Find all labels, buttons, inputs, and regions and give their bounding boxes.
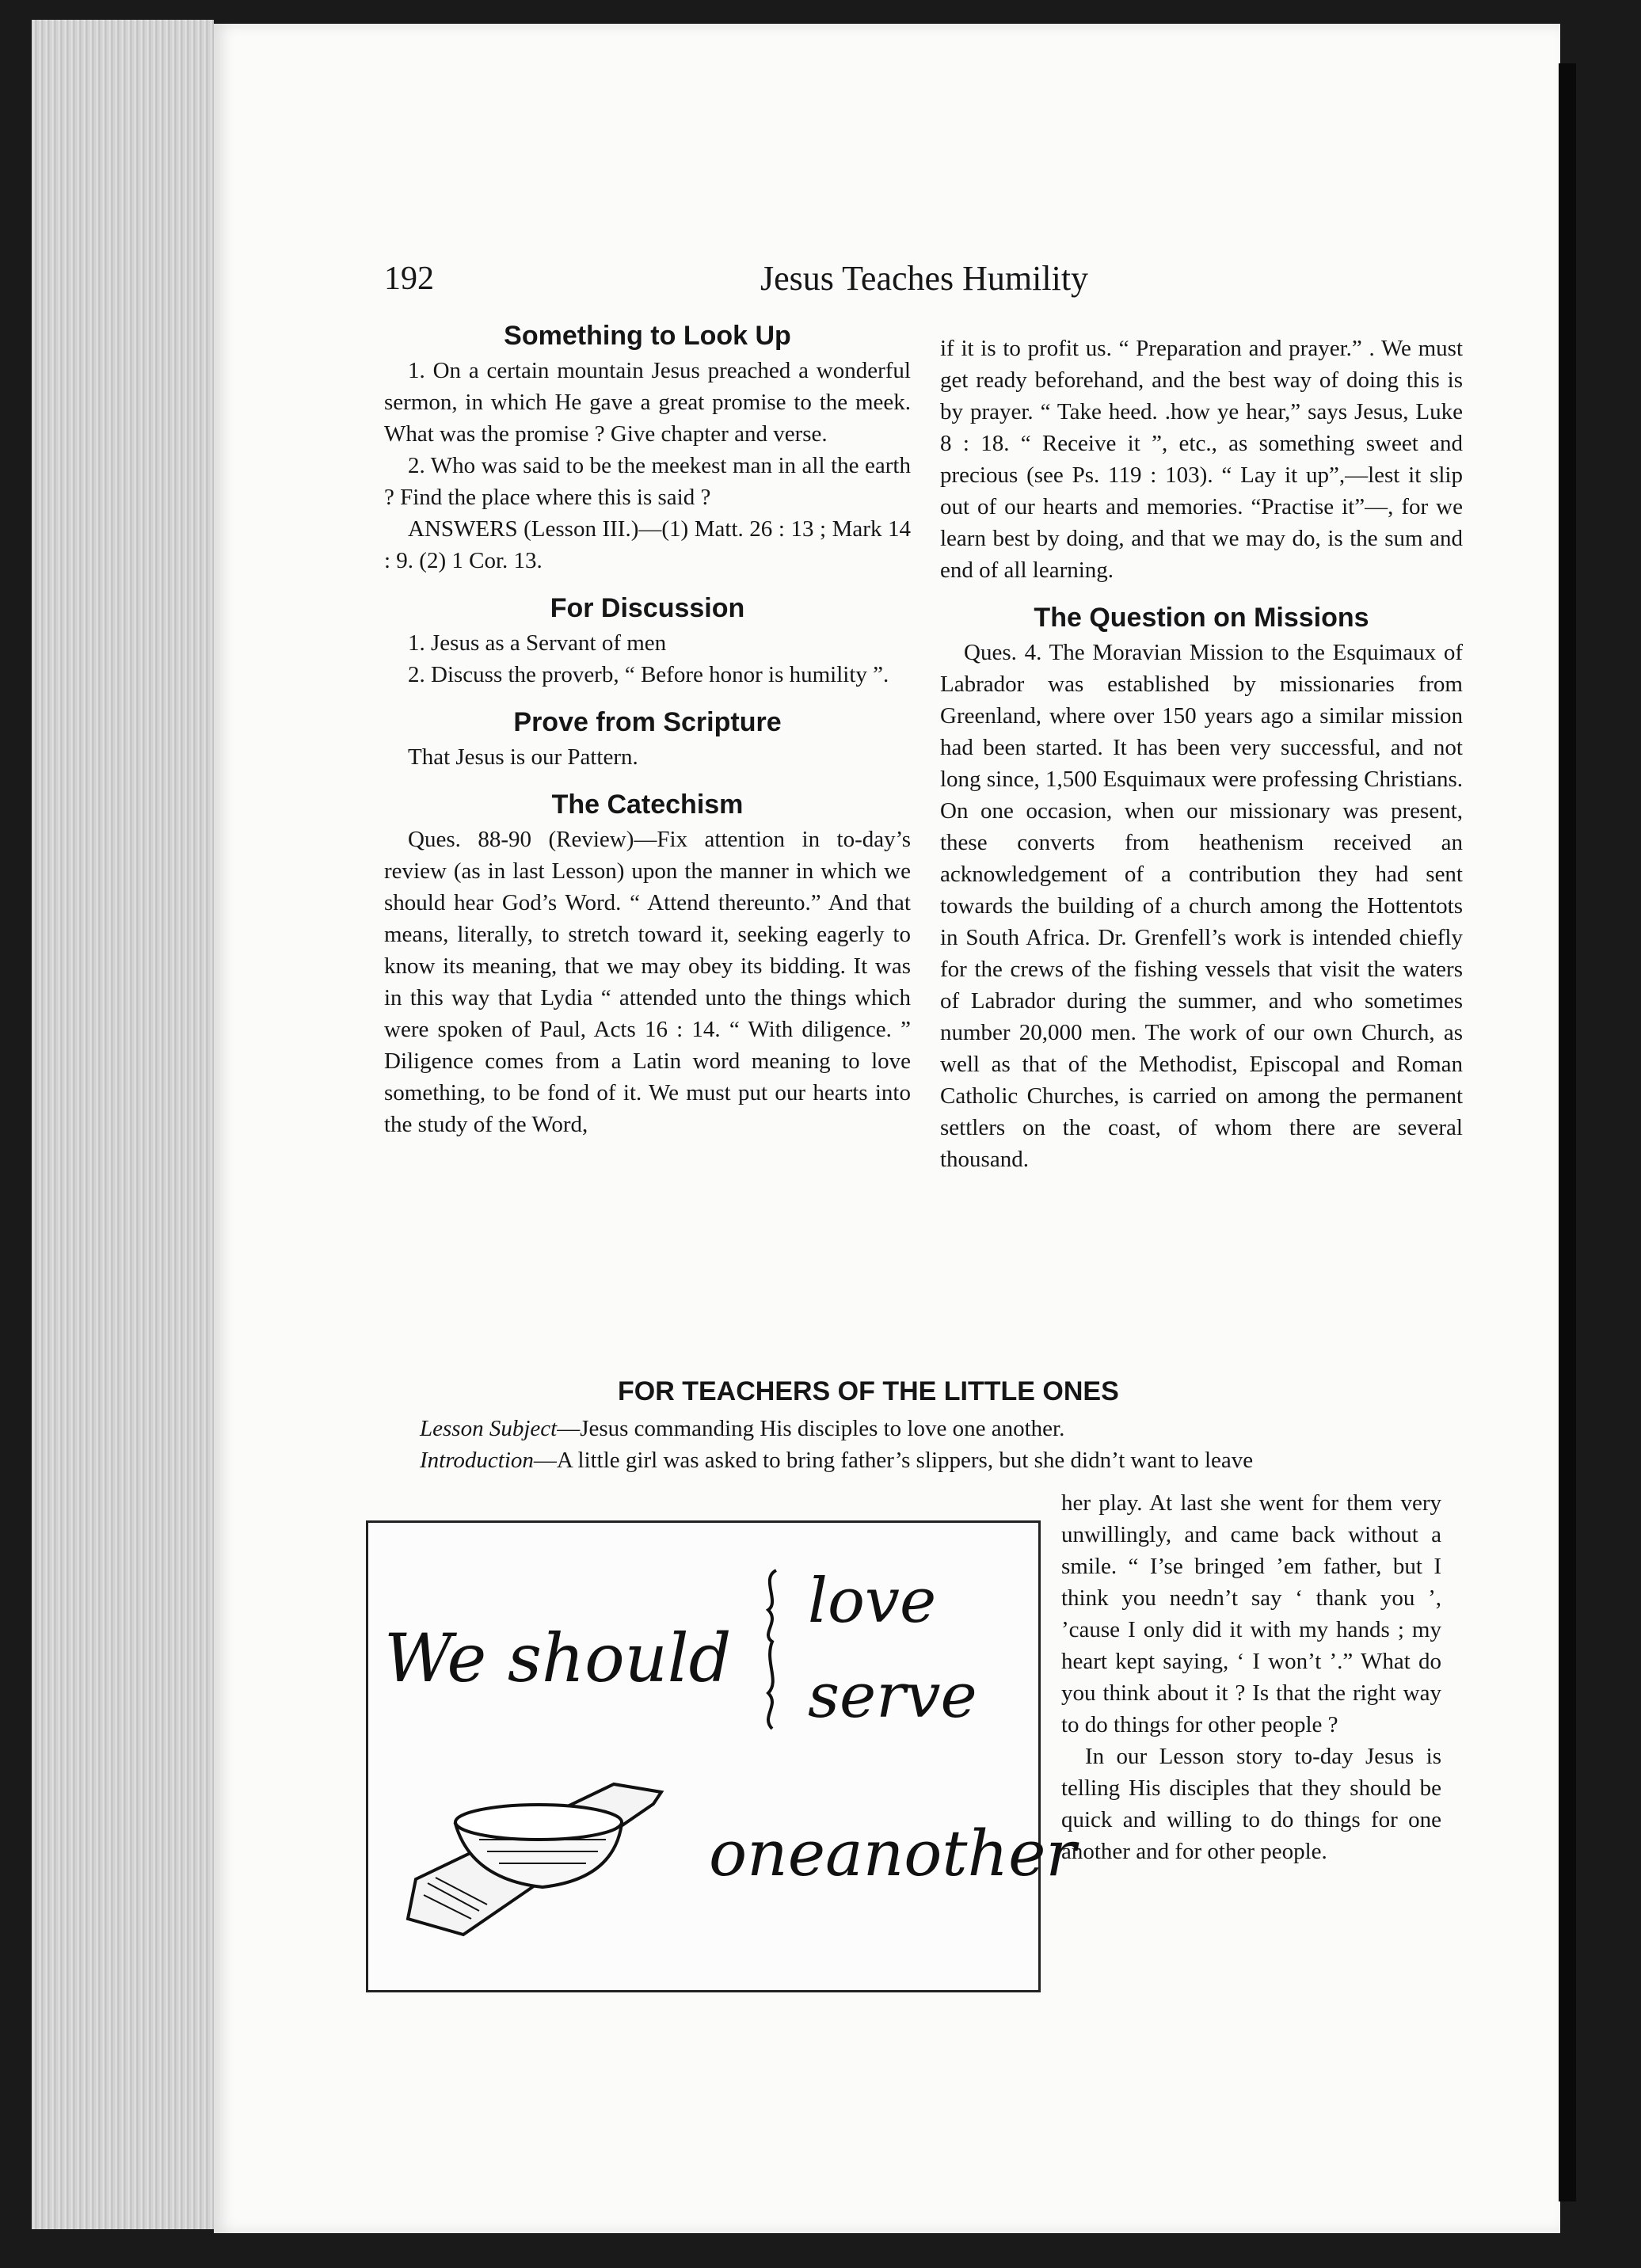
answers: ANSWERS (Lesson III.)—(1) Matt. 26 : 13 ; Mark 14 : 9. (2) 1 Cor. 13. [384,516,911,573]
teachers-intro [420,1413,1465,1476]
story-paragraph-2: In our Lesson story to-day Jesus is telling His disciples that they should be quick and willing to do things for one another and for other people. [1061,1744,1441,1864]
catechism-heading: The Catechism [551,790,744,820]
illustration-drawing [368,1523,1076,1990]
introduction-label: Introduction [420,1448,534,1473]
look-up-question-1: 1. On a certain mountain Jesus preached a wonderful sermon, in which He gave a great promise to the meek. What was the promise ? Give chapter and verse. [384,358,911,447]
basin-rim-icon [455,1805,622,1840]
left-column [384,317,911,1140]
serve-script: serve [808,1661,977,1732]
book-page-edges [32,20,214,2229]
one-another-script: oneanother [709,1817,1076,1890]
illustration-box [366,1520,1076,1992]
prove-text: That Jesus is our Pattern. [408,744,638,770]
running-head: Jesus Teaches Humility [760,259,1089,298]
story-text [1061,1487,1441,1867]
story-paragraph-1: her play. At last she went for them very unwillingly, and came back without a smile. “ I’se bringed ’em father, but I think you needn’t say ‘ thank you ’, ’cause I only did it with my hands ; my heart kept saying, ‘ I won’t ’.” What do you think about it ? Is that the right way to do things for other people ? [1061,1490,1441,1737]
missions-heading: The Question on Missions [1034,603,1369,633]
love-script: love [808,1566,937,1637]
look-up-heading: Something to Look Up [504,321,791,351]
page-number: 192 [384,261,434,297]
prove-heading: Prove from Scripture [513,707,782,737]
we-should-script: We should [384,1619,732,1697]
lesson-subject-text: —Jesus commanding His disciples to love one another. [557,1416,1065,1441]
right-column [940,333,1463,1175]
discussion-item-2: 2. Discuss the proverb, “ Before honor is humility ”. [408,662,889,687]
discussion-item-1: 1. Jesus as a Servant of men [408,630,667,656]
catechism-text: Ques. 88-90 (Review)—Fix attention in to-day’s review (as in last Lesson) upon the manner in which we should hear God’s Word. “ Attend thereunto.” And that means, literally, to stretch toward it, seeking eagerly to know its meaning, that we may obey its bidding. It was in this way that Lydia “ attended unto the things which were spoken of Paul, Acts 16 : 14. “ With diligence. ” Diligence comes from a Latin word meaning to love something, to be fond of it. We must put our hearts into the study of the Word, [384,827,911,1137]
discussion-heading: For Discussion [550,593,745,623]
teachers-section-title: FOR TEACHERS OF THE LITTLE ONES [618,1376,1119,1406]
look-up-question-2: 2. Who was said to be the meekest man in all the earth ? Find the place where this is said ? [384,453,911,510]
facing-page-edge [1559,63,1576,2201]
missions-text: Ques. 4. The Moravian Mission to the Esquimaux of Labrador was established by missionaries from Greenland, where over 150 years ago a similar mission had been started. It has been very successful, and not long since, 1,500 Esquimaux were professing Christians. On one occasion, when our missionary was present, these converts from heathenism received an acknowledgement of a contribution they had sent towards the building of a church among the Hottentots in South Africa. Dr. Grenfell’s work is intended chiefly for the crews of the fishing vessels that visit the waters of Labrador during the summer, and who sometimes number 20,000 men. The work of our own Church, as well as that of the Methodist, Episcopal and Roman Catholic Churches, is carried on among the permanent settlers on the coast, of whom there are several thousand. [940,640,1463,1172]
catechism-continued: if it is to profit us. “ Preparation and prayer.” . We must get ready beforehand, and the best way of doing this is by prayer. “ Take heed. .how ye hear,” says Jesus, Luke 8 : 18. “ Receive it ”, etc., as something sweet and precious (see Ps. 119 : 103). “ Lay it up”,—lest it slip out of our hearts and memories. “Practise it”—, for we learn best by doing, and that we may do, is the sum and end of all learning. [940,336,1463,583]
introduction-text: —A little girl was asked to bring father’s slippers, but she didn’t want to leave [533,1448,1254,1473]
brace-icon [768,1570,776,1729]
lesson-subject-label: Lesson Subject [420,1416,558,1441]
